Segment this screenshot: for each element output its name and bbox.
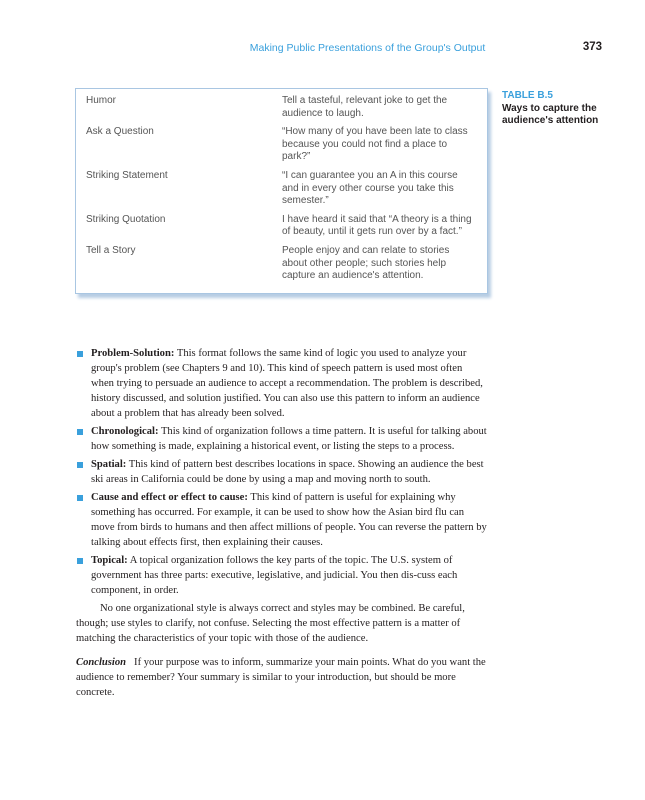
list-item [76,553,487,598]
list-item [76,346,487,421]
square-bullet-icon [77,351,83,357]
table-cell-technique: Humor [86,95,117,106]
table-cell-technique: Tell a Story [86,244,136,256]
square-bullet-icon [77,495,83,501]
square-bullet-icon [77,429,83,435]
table-cell-example: “How many of you have been late to class because you could not find a place to park?” [282,126,468,163]
table-row [76,214,487,239]
list-item-term: Problem-Solution: [91,348,175,359]
list-item [76,457,487,487]
conclusion-heading: Conclusion [76,657,127,668]
table-cell-example: Tell a tasteful, relevant joke to get the audience to laugh. [282,95,448,119]
list-item-term: Cause and effect or effect to cause: [91,492,248,503]
table-cell-technique: Striking Statement [86,169,168,181]
attention-table [75,88,488,294]
conclusion-paragraph [76,655,487,700]
body-text [76,346,487,700]
table-row [76,245,487,283]
table-caption [502,90,612,128]
page-number: 373 [582,41,602,53]
running-header-title: Making Public Presentations of the Group's Output [249,42,486,54]
table-row [76,95,487,120]
list-item-text: This format follows the same kind of logic you used to analyze your group's problem (see Chapters 9 and 10). This kind of speech pattern is used most often when trying to persuade an audience to accept a recommendation. The problem is described, history discussed, and solution justified. You can also use this pattern to inform an audience about a problem that has already been solved. [91,348,483,419]
body-paragraph: No one organizational style is always correct and styles may be combined. Be careful, though; use styles to clarify, not confuse. Selecting the most effective pattern is a matter of matching the characteristics of your topic with those of the audience. [76,603,465,644]
pattern-list [76,346,487,598]
list-item-text: This kind of pattern best describes locations in space. Showing an audience the best ski areas in California could be done by using a map and moving north to south. [91,459,484,485]
list-item-term: Topical: [91,555,128,566]
table-caption-text: Ways to capture the audience's attention [502,102,599,127]
table-cell-example: “I can guarantee you an A in this course and in every other course you take this semester.” [282,169,458,207]
table-cell-example: I have heard it said that “A theory is a thing of beauty, until it gets run over by a fact.” [282,213,472,238]
list-item-text: This kind of organization follows a time pattern. It is useful for talking about how something is made, explaining a historical event, or listing the steps to a process. [91,426,487,452]
conclusion-text: If your purpose was to inform, summarize your main points. What do you want the audience to remember? Your summary is similar to your introduction, but should be more concrete. [76,657,486,698]
table-cell-technique: Striking Quotation [86,213,166,225]
table-cell-technique: Ask a Question [86,126,154,138]
table-label: TABLE B.5 [502,90,553,101]
square-bullet-icon [77,558,83,564]
table-row [76,170,487,208]
table-cell-example: People enjoy and can relate to stories about other people; such stories help capture an audience's attention. [282,244,450,282]
list-item [76,490,487,550]
square-bullet-icon [77,462,83,468]
list-item [76,424,487,454]
table-row [76,126,487,164]
list-item-term: Chronological: [91,426,159,437]
list-item-text: This kind of pattern is useful for explaining why something has occurred. For example, it can be used to show how the Asian bird flu can move from birds to humans and then affect millions of people. You can reverse the pattern by talking about effects first, then explaining their causes. [91,492,487,548]
list-item-term: Spatial: [91,459,127,470]
list-item-text: A topical organization follows the key parts of the topic. The U.S. system of government has three parts: executive, legislative, and judicial. You then dis-cuss each component, in order. [91,555,458,596]
